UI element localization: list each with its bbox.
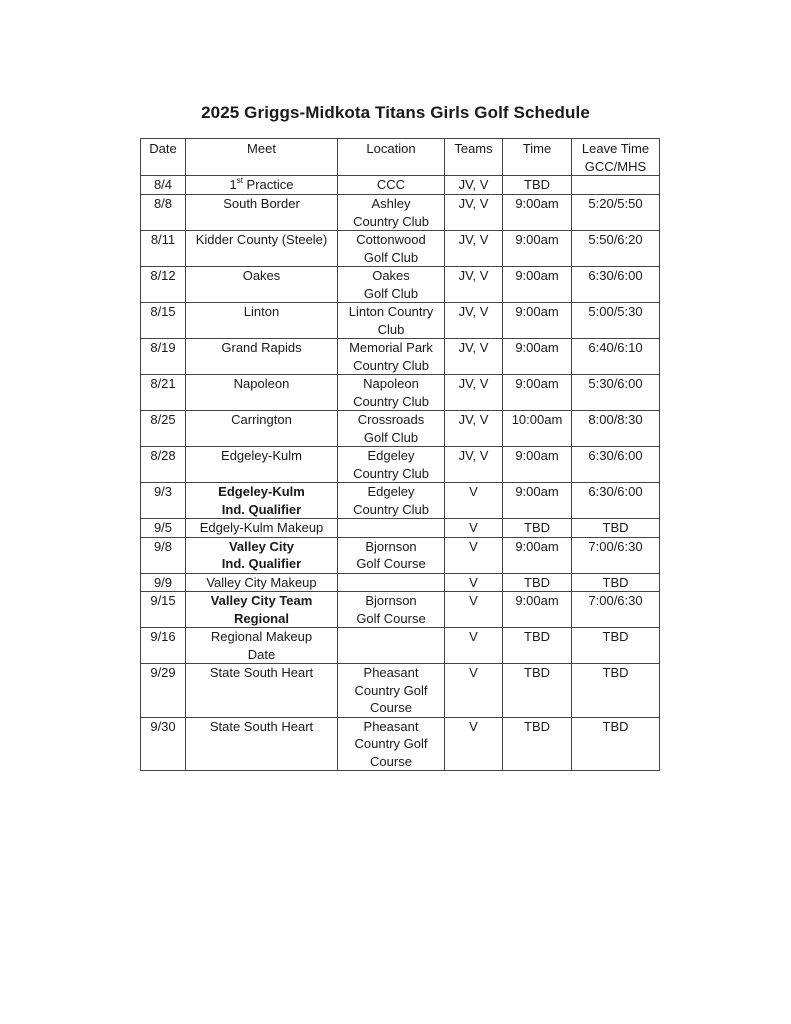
cell-location-line: Country Golf: [354, 682, 428, 698]
table-row: [141, 519, 660, 538]
cell-location-line: Country Club: [353, 501, 429, 517]
header-location: Location: [338, 139, 445, 176]
cell-time: 9:00am: [503, 231, 572, 267]
header-leave-line1: Leave Time: [581, 141, 650, 156]
table-row: [141, 195, 660, 231]
cell-location-line: Course: [370, 700, 412, 715]
cell-teams: JV, V: [445, 231, 503, 267]
cell-teams: V: [445, 664, 503, 718]
cell-teams: JV, V: [445, 267, 503, 303]
cell-location-line: Golf Club: [363, 285, 419, 301]
cell-location-line: Pheasant: [363, 718, 419, 734]
cell-teams: JV, V: [445, 176, 503, 195]
cell-location-line: Linton Country: [348, 304, 434, 319]
cell-date: 9/5: [141, 519, 186, 538]
cell-meet-line: Valley City Team: [210, 593, 313, 608]
cell-location: [338, 519, 445, 538]
cell-date: 9/30: [141, 717, 186, 771]
table-row: [141, 411, 660, 447]
cell-meet: [186, 628, 338, 664]
cell-leave-time: 6:30/6:00: [572, 267, 660, 303]
cell-location-line: Golf Club: [363, 429, 419, 445]
cell-meet: [186, 592, 338, 628]
cell-meet-line: Oakes: [242, 268, 281, 283]
cell-meet-line: Ind. Qualifier: [221, 501, 302, 517]
cell-meet-line: Linton: [243, 304, 280, 319]
cell-date: 8/25: [141, 411, 186, 447]
cell-location-line: Country Club: [353, 465, 429, 481]
cell-meet: [186, 411, 338, 447]
cell-date: 8/11: [141, 231, 186, 267]
cell-date: 8/4: [141, 176, 186, 195]
cell-time: 9:00am: [503, 195, 572, 231]
cell-teams: JV, V: [445, 375, 503, 411]
cell-teams: V: [445, 628, 503, 664]
cell-date: 8/28: [141, 447, 186, 483]
cell-location: [338, 483, 445, 519]
cell-leave-time: TBD: [572, 519, 660, 538]
cell-time: 9:00am: [503, 483, 572, 519]
cell-location-line: Memorial Park: [349, 340, 433, 355]
meet-ordinal-suffix: st: [236, 176, 243, 185]
header-meet: Meet: [186, 139, 338, 176]
cell-leave-time: 7:00/6:30: [572, 592, 660, 628]
table-row: [141, 447, 660, 483]
cell-location-line: Napoleon: [363, 376, 419, 391]
cell-time: 9:00am: [503, 447, 572, 483]
cell-location: [338, 375, 445, 411]
cell-leave-time: TBD: [572, 717, 660, 771]
cell-teams: V: [445, 519, 503, 538]
cell-leave-time: 6:30/6:00: [572, 447, 660, 483]
cell-date: 8/12: [141, 267, 186, 303]
cell-time: TBD: [503, 664, 572, 718]
cell-time: 9:00am: [503, 592, 572, 628]
cell-location: [338, 411, 445, 447]
cell-meet-line: Edgeley-Kulm: [221, 448, 302, 463]
cell-meet-line: Valley City: [228, 538, 295, 554]
cell-location: [338, 537, 445, 573]
cell-date: 9/3: [141, 483, 186, 519]
cell-meet-line: Carrington: [231, 412, 292, 427]
cell-location-line: Crossroads: [357, 412, 425, 427]
cell-teams: V: [445, 717, 503, 771]
cell-leave-time: 5:20/5:50: [572, 195, 660, 231]
schedule-table: [140, 138, 660, 771]
cell-location-line: Course: [370, 753, 412, 769]
cell-leave-time: 6:40/6:10: [572, 339, 660, 375]
table-row: [141, 375, 660, 411]
cell-location: [338, 195, 445, 231]
cell-location-line: Oakes: [372, 268, 410, 283]
cell-leave-time: 5:50/6:20: [572, 231, 660, 267]
cell-time: 9:00am: [503, 303, 572, 339]
cell-date: 8/15: [141, 303, 186, 339]
cell-location-line: Country Club: [353, 213, 429, 229]
cell-meet-line: Edgely-Kulm Makeup: [199, 520, 324, 535]
cell-teams: JV, V: [445, 195, 503, 231]
cell-meet: [186, 176, 338, 195]
cell-location: CCC: [338, 176, 445, 195]
cell-date: 9/16: [141, 628, 186, 664]
header-date: Date: [141, 139, 186, 176]
cell-teams: V: [445, 592, 503, 628]
cell-leave-time: 7:00/6:30: [572, 537, 660, 573]
table-row: [141, 483, 660, 519]
cell-teams: V: [445, 483, 503, 519]
cell-date: 9/9: [141, 573, 186, 592]
table-row: [141, 176, 660, 195]
cell-location: [338, 231, 445, 267]
cell-location-line: Ashley: [371, 196, 411, 211]
cell-location-line: Edgeley: [367, 448, 415, 463]
cell-meet-line: Regional: [234, 610, 289, 626]
cell-location-line: Golf Course: [356, 556, 426, 571]
cell-leave-time: TBD: [572, 573, 660, 592]
cell-meet-line: Grand Rapids: [221, 340, 302, 355]
header-row: [141, 139, 660, 176]
cell-leave-time: 5:00/5:30: [572, 303, 660, 339]
cell-meet: [186, 483, 338, 519]
cell-meet-line: Date: [247, 646, 276, 662]
cell-leave-time: 5:30/6:00: [572, 375, 660, 411]
header-teams: Teams: [445, 139, 503, 176]
cell-meet-line: Valley City Makeup: [206, 574, 317, 590]
cell-leave-time: TBD: [572, 664, 660, 718]
cell-location: [338, 303, 445, 339]
cell-teams: V: [445, 537, 503, 573]
table-row: [141, 231, 660, 267]
meet-ordinal: 1: [229, 177, 237, 192]
cell-time: 9:00am: [503, 375, 572, 411]
cell-leave-time: [572, 176, 660, 195]
table-row: [141, 339, 660, 375]
cell-meet: [186, 339, 338, 375]
cell-location: [338, 267, 445, 303]
table-row: [141, 303, 660, 339]
cell-meet: [186, 537, 338, 573]
table-row: [141, 717, 660, 771]
cell-location-line: Edgeley: [367, 484, 415, 499]
table-row: [141, 628, 660, 664]
cell-location-line: Golf Course: [356, 610, 426, 626]
cell-date: 9/8: [141, 537, 186, 573]
cell-date: 8/19: [141, 339, 186, 375]
cell-location: [338, 628, 445, 664]
cell-teams: JV, V: [445, 447, 503, 483]
cell-meet-line: Regional Makeup: [210, 629, 313, 644]
cell-location: [338, 447, 445, 483]
cell-meet: [186, 267, 338, 303]
cell-location: [338, 592, 445, 628]
cell-time: TBD: [503, 519, 572, 538]
cell-meet: [186, 573, 338, 592]
meet-label: Practice: [242, 177, 294, 192]
cell-leave-time: TBD: [572, 628, 660, 664]
cell-meet: [186, 303, 338, 339]
cell-meet-line: Ind. Qualifier: [221, 556, 302, 571]
cell-teams: V: [445, 573, 503, 592]
cell-time: TBD: [503, 717, 572, 771]
cell-leave-time: 6:30/6:00: [572, 483, 660, 519]
cell-date: 8/21: [141, 375, 186, 411]
header-leave-line2: GCC/MHS: [584, 158, 647, 174]
cell-meet: [186, 664, 338, 718]
cell-leave-time: 8:00/8:30: [572, 411, 660, 447]
cell-meet: [186, 231, 338, 267]
cell-meet-line: South Border: [223, 196, 300, 211]
cell-meet-line: Napoleon: [233, 376, 290, 391]
cell-meet: [186, 375, 338, 411]
cell-teams: JV, V: [445, 411, 503, 447]
cell-location-line: Country Club: [353, 393, 429, 409]
cell-location: [338, 717, 445, 771]
cell-location-line: Bjornson: [365, 593, 417, 608]
table-row: [141, 573, 660, 592]
cell-location-line: Pheasant: [363, 665, 419, 680]
cell-time: 9:00am: [503, 339, 572, 375]
cell-meet-line: Edgeley-Kulm: [218, 484, 305, 499]
cell-time: TBD: [503, 176, 572, 195]
cell-meet-line: Kidder County (Steele): [195, 232, 328, 247]
cell-time: TBD: [503, 628, 572, 664]
cell-date: 9/15: [141, 592, 186, 628]
cell-teams: JV, V: [445, 303, 503, 339]
cell-date: 9/29: [141, 664, 186, 718]
cell-location-line: Bjornson: [365, 538, 417, 554]
table-row: [141, 267, 660, 303]
table-row: [141, 537, 660, 573]
cell-location: [338, 339, 445, 375]
cell-location-line: Country Club: [353, 357, 429, 373]
cell-location: [338, 664, 445, 718]
cell-meet-line: State South Heart: [209, 718, 314, 734]
cell-location: [338, 573, 445, 592]
cell-time: 9:00am: [503, 267, 572, 303]
cell-meet-line: State South Heart: [209, 665, 314, 680]
cell-location-line: Cottonwood: [356, 232, 426, 247]
cell-meet: [186, 519, 338, 538]
cell-time: TBD: [503, 573, 572, 592]
cell-meet: [186, 717, 338, 771]
table-row: [141, 664, 660, 718]
header-time: Time: [503, 139, 572, 176]
cell-date: 8/8: [141, 195, 186, 231]
cell-time: 10:00am: [503, 411, 572, 447]
cell-location-line: Golf Club: [363, 249, 419, 265]
cell-meet: [186, 195, 338, 231]
header-leave-time: [572, 139, 660, 176]
cell-location-line: Club: [377, 321, 405, 337]
cell-time: 9:00am: [503, 537, 572, 573]
cell-teams: JV, V: [445, 339, 503, 375]
page-title: 2025 Griggs-Midkota Titans Girls Golf Schedule: [201, 103, 590, 122]
cell-meet: [186, 447, 338, 483]
cell-location-line: Country Golf: [354, 736, 428, 751]
table-row: [141, 592, 660, 628]
